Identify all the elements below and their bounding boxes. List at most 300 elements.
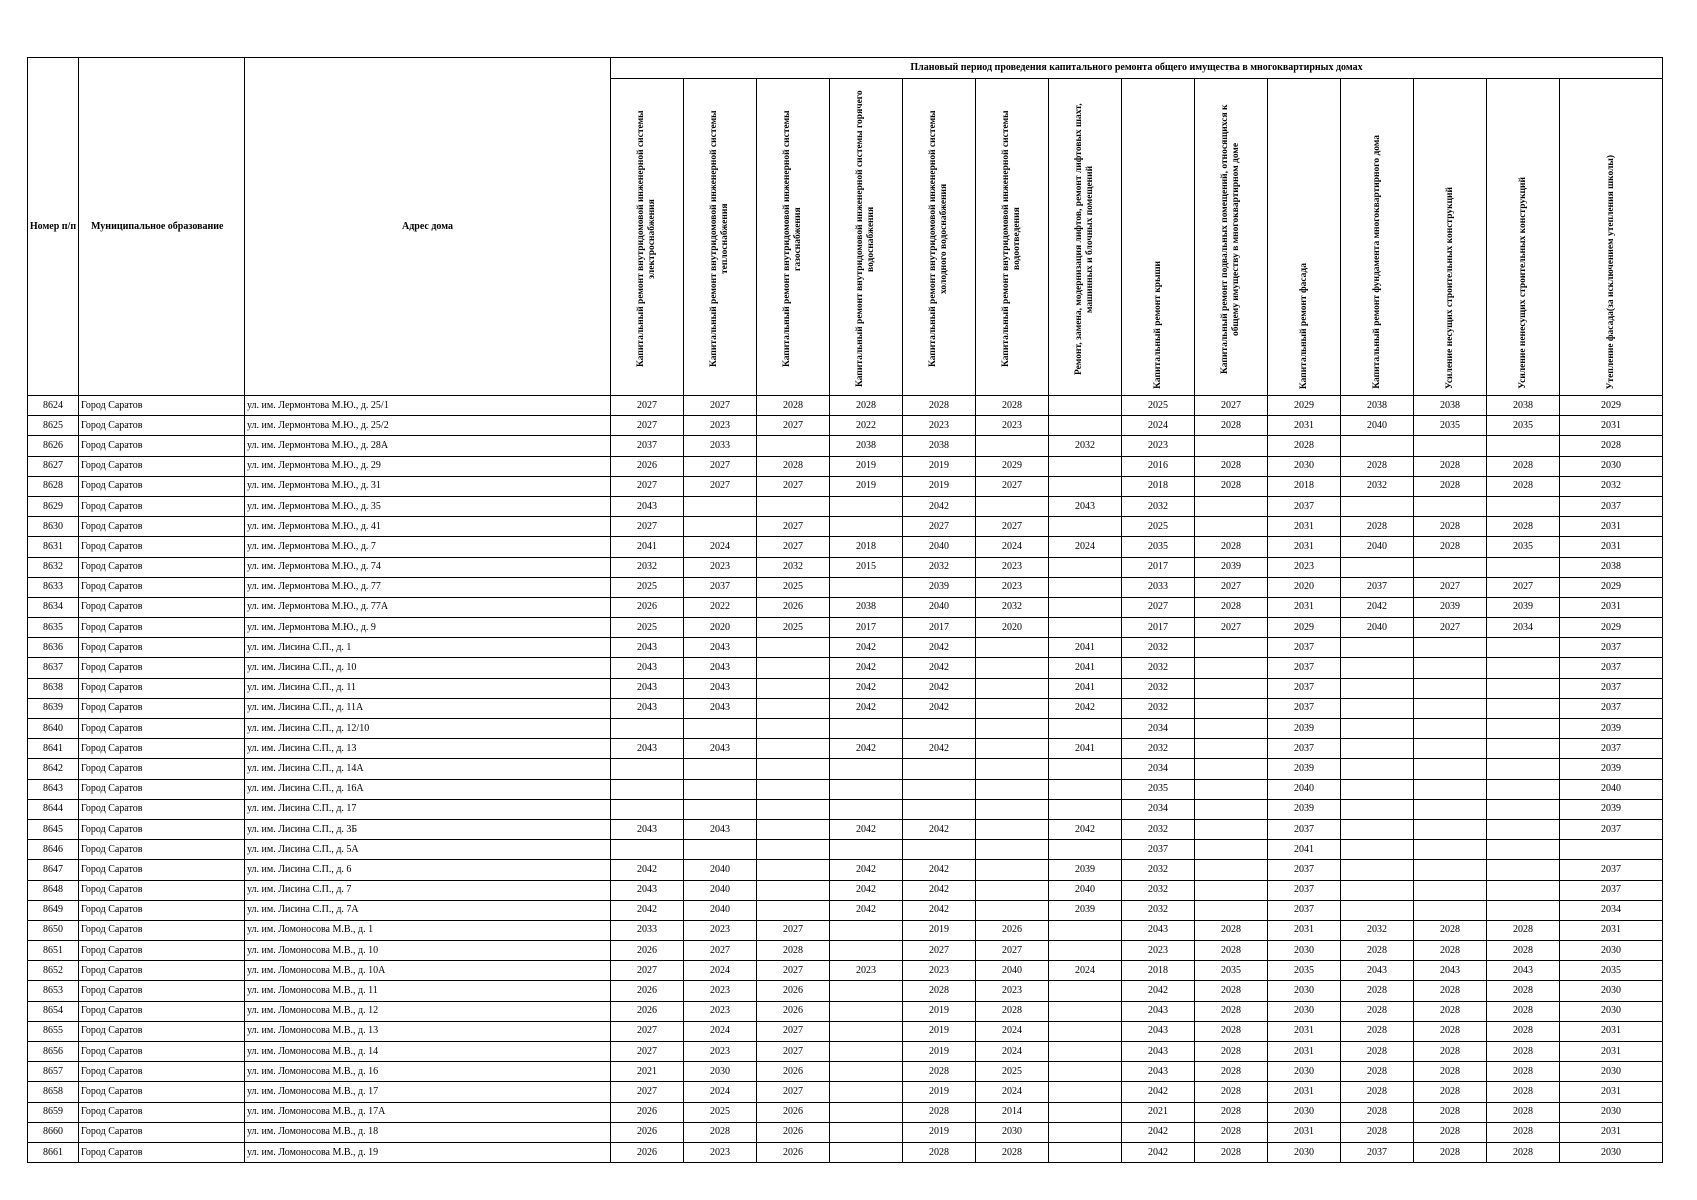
year-cell bbox=[1049, 759, 1122, 779]
year-cell bbox=[830, 840, 903, 860]
year-cell: 2014 bbox=[976, 1102, 1049, 1122]
table-row bbox=[28, 1122, 1663, 1142]
year-cell: 2028 bbox=[1487, 1062, 1560, 1082]
year-cell: 2027 bbox=[1414, 618, 1487, 638]
year-cell: 2042 bbox=[903, 900, 976, 920]
year-cell: 2035 bbox=[1195, 961, 1268, 981]
row-number: 8629 bbox=[28, 496, 79, 516]
year-cell: 2029 bbox=[1268, 618, 1341, 638]
year-cell bbox=[830, 1102, 903, 1122]
address-cell: ул. им. Ломоносова М.В., д. 13 bbox=[245, 1021, 611, 1041]
municipality-cell: Город Саратов bbox=[79, 416, 245, 436]
address-cell: ул. им. Ломоносова М.В., д. 12 bbox=[245, 1001, 611, 1021]
year-cell: 2023 bbox=[684, 557, 757, 577]
year-cell bbox=[1341, 678, 1414, 698]
year-cell bbox=[1049, 1142, 1122, 1162]
year-cell: 2042 bbox=[830, 860, 903, 880]
year-cell bbox=[976, 759, 1049, 779]
year-cell: 2041 bbox=[611, 537, 684, 557]
year-cell bbox=[684, 799, 757, 819]
year-cell bbox=[684, 719, 757, 739]
year-cell: 2030 bbox=[976, 1122, 1049, 1142]
table-row bbox=[28, 759, 1663, 779]
year-cell: 2032 bbox=[1341, 920, 1414, 940]
row-number: 8635 bbox=[28, 618, 79, 638]
year-cell: 2040 bbox=[1268, 779, 1341, 799]
year-cell: 2041 bbox=[1049, 638, 1122, 658]
year-cell bbox=[1195, 719, 1268, 739]
year-cell: 2042 bbox=[830, 658, 903, 678]
year-cell bbox=[1195, 759, 1268, 779]
year-cell bbox=[1049, 1042, 1122, 1062]
year-cell: 2022 bbox=[830, 416, 903, 436]
year-cell: 2037 bbox=[1560, 698, 1663, 718]
year-cell bbox=[1049, 396, 1122, 416]
year-cell: 2037 bbox=[1560, 819, 1663, 839]
year-cell: 2031 bbox=[1560, 416, 1663, 436]
year-cell: 2042 bbox=[1049, 819, 1122, 839]
row-number: 8631 bbox=[28, 537, 79, 557]
municipality-cell: Город Саратов bbox=[79, 678, 245, 698]
year-cell: 2028 bbox=[1414, 476, 1487, 496]
year-cell bbox=[830, 981, 903, 1001]
year-cell: 2024 bbox=[684, 1082, 757, 1102]
year-cell: 2042 bbox=[1122, 1082, 1195, 1102]
year-cell: 2037 bbox=[1560, 880, 1663, 900]
year-cell: 2026 bbox=[757, 1142, 830, 1162]
year-cell: 2041 bbox=[1049, 678, 1122, 698]
year-cell bbox=[1195, 860, 1268, 880]
year-cell: 2039 bbox=[903, 577, 976, 597]
municipality-cell: Город Саратов bbox=[79, 1021, 245, 1041]
address-cell: ул. им. Лермонтова М.Ю., д. 74 bbox=[245, 557, 611, 577]
year-cell: 2028 bbox=[1487, 981, 1560, 1001]
table-row bbox=[28, 476, 1663, 496]
year-cell: 2019 bbox=[903, 1001, 976, 1021]
year-cell: 2028 bbox=[1341, 1082, 1414, 1102]
year-cell bbox=[1487, 436, 1560, 456]
year-cell bbox=[611, 799, 684, 819]
year-cell: 2043 bbox=[1341, 961, 1414, 981]
year-cell bbox=[1049, 1062, 1122, 1082]
year-cell: 2037 bbox=[1268, 819, 1341, 839]
year-cell: 2042 bbox=[903, 698, 976, 718]
year-cell: 2031 bbox=[1560, 1122, 1663, 1142]
year-cell: 2026 bbox=[757, 597, 830, 617]
year-cell: 2028 bbox=[1341, 517, 1414, 537]
year-cell bbox=[1414, 739, 1487, 759]
table-row bbox=[28, 1001, 1663, 1021]
row-number: 8639 bbox=[28, 698, 79, 718]
year-cell bbox=[976, 880, 1049, 900]
year-cell: 2042 bbox=[903, 658, 976, 678]
header-work-11 bbox=[1341, 79, 1414, 396]
row-number: 8650 bbox=[28, 920, 79, 940]
year-cell: 2028 bbox=[1341, 1062, 1414, 1082]
year-cell bbox=[1341, 840, 1414, 860]
year-cell bbox=[903, 719, 976, 739]
row-number: 8628 bbox=[28, 476, 79, 496]
year-cell: 2032 bbox=[1122, 658, 1195, 678]
row-number: 8654 bbox=[28, 1001, 79, 1021]
year-cell: 2018 bbox=[1268, 476, 1341, 496]
year-cell: 2027 bbox=[684, 941, 757, 961]
row-number: 8637 bbox=[28, 658, 79, 678]
year-cell bbox=[1195, 678, 1268, 698]
address-cell: ул. им. Лисина С.П., д. 7 bbox=[245, 880, 611, 900]
year-cell: 2023 bbox=[830, 961, 903, 981]
year-cell: 2023 bbox=[976, 577, 1049, 597]
year-cell: 2042 bbox=[830, 638, 903, 658]
year-cell: 2031 bbox=[1268, 1082, 1341, 1102]
year-cell bbox=[611, 719, 684, 739]
year-cell: 2018 bbox=[1122, 961, 1195, 981]
year-cell: 2042 bbox=[1049, 698, 1122, 718]
year-cell: 2028 bbox=[903, 1142, 976, 1162]
year-cell: 2027 bbox=[611, 1021, 684, 1041]
year-cell bbox=[1487, 799, 1560, 819]
address-cell: ул. им. Лисина С.П., д. 12/10 bbox=[245, 719, 611, 739]
table-row bbox=[28, 577, 1663, 597]
municipality-cell: Город Саратов bbox=[79, 840, 245, 860]
year-cell bbox=[757, 819, 830, 839]
table-row bbox=[28, 436, 1663, 456]
year-cell bbox=[1341, 698, 1414, 718]
year-cell: 2027 bbox=[611, 416, 684, 436]
year-cell: 2039 bbox=[1414, 597, 1487, 617]
year-cell: 2024 bbox=[1122, 416, 1195, 436]
year-cell: 2039 bbox=[1268, 759, 1341, 779]
municipality-cell: Город Саратов bbox=[79, 739, 245, 759]
year-cell: 2037 bbox=[684, 577, 757, 597]
year-cell: 2037 bbox=[1268, 698, 1341, 718]
year-cell: 2024 bbox=[976, 1021, 1049, 1041]
year-cell bbox=[1487, 739, 1560, 759]
address-cell: ул. им. Лермонтова М.Ю., д. 41 bbox=[245, 517, 611, 537]
header-work-4 bbox=[830, 79, 903, 396]
year-cell: 2028 bbox=[976, 1001, 1049, 1021]
header-work-8 bbox=[1122, 79, 1195, 396]
year-cell: 2028 bbox=[1341, 1042, 1414, 1062]
year-cell bbox=[1049, 557, 1122, 577]
row-number: 8627 bbox=[28, 456, 79, 476]
year-cell bbox=[1195, 658, 1268, 678]
year-cell: 2043 bbox=[611, 819, 684, 839]
year-cell bbox=[1341, 658, 1414, 678]
year-cell: 2043 bbox=[684, 638, 757, 658]
year-cell: 2023 bbox=[684, 1142, 757, 1162]
year-cell bbox=[976, 678, 1049, 698]
year-cell: 2042 bbox=[830, 819, 903, 839]
year-cell: 2042 bbox=[611, 860, 684, 880]
year-cell: 2023 bbox=[684, 416, 757, 436]
year-cell: 2039 bbox=[1560, 799, 1663, 819]
municipality-cell: Город Саратов bbox=[79, 658, 245, 678]
year-cell bbox=[1414, 799, 1487, 819]
year-cell bbox=[757, 739, 830, 759]
year-cell: 2034 bbox=[1487, 618, 1560, 638]
table-row bbox=[28, 1142, 1663, 1162]
year-cell bbox=[1487, 638, 1560, 658]
year-cell bbox=[1049, 618, 1122, 638]
year-cell: 2031 bbox=[1268, 1021, 1341, 1041]
table-row bbox=[28, 537, 1663, 557]
year-cell: 2032 bbox=[1560, 476, 1663, 496]
year-cell bbox=[976, 840, 1049, 860]
year-cell: 2038 bbox=[903, 436, 976, 456]
year-cell bbox=[976, 658, 1049, 678]
year-cell: 2019 bbox=[903, 920, 976, 940]
year-cell: 2028 bbox=[1195, 981, 1268, 1001]
year-cell: 2042 bbox=[903, 638, 976, 658]
municipality-cell: Город Саратов bbox=[79, 1042, 245, 1062]
year-cell bbox=[976, 779, 1049, 799]
year-cell bbox=[1049, 1102, 1122, 1122]
year-cell bbox=[1487, 880, 1560, 900]
year-cell bbox=[830, 799, 903, 819]
municipality-cell: Город Саратов bbox=[79, 779, 245, 799]
year-cell: 2026 bbox=[976, 920, 1049, 940]
header-work-label: Капитальный ремонт внутридомовой инженерной системы водоотведения bbox=[1001, 110, 1022, 368]
year-cell bbox=[1341, 436, 1414, 456]
year-cell: 2027 bbox=[684, 476, 757, 496]
year-cell: 2039 bbox=[1268, 719, 1341, 739]
year-cell: 2030 bbox=[1268, 941, 1341, 961]
year-cell: 2028 bbox=[1487, 1142, 1560, 1162]
year-cell: 2041 bbox=[1049, 658, 1122, 678]
year-cell: 2040 bbox=[903, 537, 976, 557]
row-number: 8626 bbox=[28, 436, 79, 456]
year-cell: 2037 bbox=[1341, 577, 1414, 597]
year-cell bbox=[1195, 517, 1268, 537]
year-cell: 2027 bbox=[976, 941, 1049, 961]
year-cell: 2023 bbox=[684, 981, 757, 1001]
year-cell: 2028 bbox=[1341, 941, 1414, 961]
year-cell: 2023 bbox=[976, 416, 1049, 436]
year-cell: 2033 bbox=[684, 436, 757, 456]
year-cell bbox=[903, 840, 976, 860]
year-cell: 2032 bbox=[1122, 638, 1195, 658]
year-cell: 2026 bbox=[611, 1122, 684, 1142]
year-cell: 2030 bbox=[1560, 941, 1663, 961]
address-cell: ул. им. Лисина С.П., д. 14А bbox=[245, 759, 611, 779]
address-cell: ул. им. Ломоносова М.В., д. 1 bbox=[245, 920, 611, 940]
year-cell: 2032 bbox=[1122, 739, 1195, 759]
year-cell: 2028 bbox=[1195, 1102, 1268, 1122]
year-cell: 2028 bbox=[1487, 517, 1560, 537]
table-row bbox=[28, 819, 1663, 839]
year-cell: 2030 bbox=[684, 1062, 757, 1082]
year-cell: 2043 bbox=[611, 678, 684, 698]
year-cell: 2043 bbox=[1122, 1001, 1195, 1021]
row-number: 8630 bbox=[28, 517, 79, 537]
address-cell: ул. им. Лисина С.П., д. 11А bbox=[245, 698, 611, 718]
year-cell bbox=[1487, 860, 1560, 880]
year-cell: 2040 bbox=[1049, 880, 1122, 900]
year-cell bbox=[1487, 678, 1560, 698]
year-cell: 2019 bbox=[903, 1042, 976, 1062]
year-cell bbox=[1195, 799, 1268, 819]
year-cell: 2037 bbox=[1560, 860, 1663, 880]
year-cell: 2028 bbox=[1195, 1122, 1268, 1142]
year-cell bbox=[1414, 819, 1487, 839]
year-cell: 2043 bbox=[611, 638, 684, 658]
year-cell bbox=[1049, 719, 1122, 739]
table-row bbox=[28, 719, 1663, 739]
year-cell: 2031 bbox=[1268, 416, 1341, 436]
year-cell: 2032 bbox=[1122, 496, 1195, 516]
year-cell: 2017 bbox=[903, 618, 976, 638]
year-cell: 2043 bbox=[684, 658, 757, 678]
year-cell bbox=[1049, 1001, 1122, 1021]
year-cell: 2028 bbox=[1487, 1082, 1560, 1102]
header-work-label: Капитальный ремонт подвальных помещений, относящихся к общему имуществу в многоквартирном доме bbox=[1220, 104, 1241, 374]
year-cell bbox=[1341, 860, 1414, 880]
year-cell: 2027 bbox=[976, 517, 1049, 537]
year-cell: 2043 bbox=[1122, 1062, 1195, 1082]
year-cell bbox=[1487, 658, 1560, 678]
year-cell: 2023 bbox=[684, 1001, 757, 1021]
year-cell bbox=[1341, 496, 1414, 516]
year-cell: 2026 bbox=[611, 1102, 684, 1122]
address-cell: ул. им. Ломоносова М.В., д. 17 bbox=[245, 1082, 611, 1102]
year-cell: 2037 bbox=[1268, 658, 1341, 678]
municipality-cell: Город Саратов bbox=[79, 496, 245, 516]
year-cell: 2040 bbox=[976, 961, 1049, 981]
year-cell: 2042 bbox=[903, 819, 976, 839]
year-cell bbox=[1195, 779, 1268, 799]
year-cell: 2031 bbox=[1268, 517, 1341, 537]
year-cell: 2040 bbox=[1560, 779, 1663, 799]
year-cell: 2032 bbox=[1122, 860, 1195, 880]
row-number: 8648 bbox=[28, 880, 79, 900]
year-cell: 2027 bbox=[757, 1021, 830, 1041]
year-cell: 2043 bbox=[611, 880, 684, 900]
year-cell: 2028 bbox=[1414, 941, 1487, 961]
table-body bbox=[28, 396, 1663, 1163]
year-cell bbox=[1414, 840, 1487, 860]
year-cell: 2043 bbox=[611, 496, 684, 516]
year-cell: 2043 bbox=[1049, 496, 1122, 516]
header-work-label: Капитальный ремонт внутридомовой инженерной системы горячего водоснабжения bbox=[855, 90, 876, 388]
year-cell bbox=[976, 638, 1049, 658]
header-work-7 bbox=[1049, 79, 1122, 396]
year-cell: 2037 bbox=[1560, 739, 1663, 759]
address-cell: ул. им. Лермонтова М.Ю., д. 31 bbox=[245, 476, 611, 496]
header-work-label: Усиление несущих строительных конструкций bbox=[1444, 186, 1455, 389]
header-work-label: Капитальный ремонт фасада bbox=[1298, 262, 1309, 389]
header-work-12 bbox=[1414, 79, 1487, 396]
year-cell: 2030 bbox=[1268, 1142, 1341, 1162]
year-cell bbox=[1487, 759, 1560, 779]
year-cell bbox=[1341, 557, 1414, 577]
table-row bbox=[28, 1042, 1663, 1062]
year-cell bbox=[1049, 597, 1122, 617]
year-cell: 2019 bbox=[903, 456, 976, 476]
year-cell bbox=[976, 436, 1049, 456]
year-cell: 2024 bbox=[684, 1021, 757, 1041]
year-cell: 2019 bbox=[903, 476, 976, 496]
year-cell: 2017 bbox=[1122, 557, 1195, 577]
year-cell bbox=[757, 719, 830, 739]
year-cell: 2027 bbox=[611, 476, 684, 496]
year-cell: 2016 bbox=[1122, 456, 1195, 476]
municipality-cell: Город Саратов bbox=[79, 396, 245, 416]
year-cell: 2037 bbox=[1268, 739, 1341, 759]
municipality-cell: Город Саратов bbox=[79, 920, 245, 940]
year-cell bbox=[757, 698, 830, 718]
year-cell: 2028 bbox=[684, 1122, 757, 1142]
municipality-cell: Город Саратов bbox=[79, 1001, 245, 1021]
year-cell: 2043 bbox=[1414, 961, 1487, 981]
year-cell: 2028 bbox=[1195, 1042, 1268, 1062]
year-cell: 2022 bbox=[684, 597, 757, 617]
municipality-cell: Город Саратов bbox=[79, 1082, 245, 1102]
year-cell bbox=[1049, 1021, 1122, 1041]
row-number: 8644 bbox=[28, 799, 79, 819]
row-number: 8632 bbox=[28, 557, 79, 577]
year-cell: 2025 bbox=[611, 618, 684, 638]
year-cell bbox=[1195, 739, 1268, 759]
header-work-label: Капитальный ремонт внутридомовой инженерной системы теплоснабжения bbox=[709, 110, 730, 368]
year-cell: 2043 bbox=[684, 678, 757, 698]
year-cell bbox=[757, 900, 830, 920]
year-cell: 2028 bbox=[1487, 476, 1560, 496]
address-cell: ул. им. Лисина С.П., д. 7А bbox=[245, 900, 611, 920]
year-cell: 2029 bbox=[1560, 577, 1663, 597]
year-cell: 2032 bbox=[1122, 819, 1195, 839]
year-cell bbox=[830, 496, 903, 516]
municipality-cell: Город Саратов bbox=[79, 1122, 245, 1142]
header-address: Адрес дома bbox=[245, 58, 611, 396]
year-cell: 2037 bbox=[611, 436, 684, 456]
year-cell: 2028 bbox=[1487, 1042, 1560, 1062]
year-cell: 2031 bbox=[1268, 597, 1341, 617]
year-cell: 2042 bbox=[830, 880, 903, 900]
year-cell bbox=[1195, 840, 1268, 860]
year-cell: 2034 bbox=[1122, 799, 1195, 819]
year-cell: 2033 bbox=[611, 920, 684, 940]
table-row bbox=[28, 618, 1663, 638]
year-cell: 2015 bbox=[830, 557, 903, 577]
row-number: 8659 bbox=[28, 1102, 79, 1122]
row-number: 8643 bbox=[28, 779, 79, 799]
address-cell: ул. им. Лисина С.П., д. 5А bbox=[245, 840, 611, 860]
year-cell bbox=[757, 658, 830, 678]
year-cell: 2042 bbox=[903, 496, 976, 516]
year-cell: 2027 bbox=[1487, 577, 1560, 597]
year-cell: 2028 bbox=[1341, 1021, 1414, 1041]
year-cell bbox=[684, 517, 757, 537]
header-work-label: Капитальный ремонт внутридомовой инженерной системы холодного водоснабжения bbox=[928, 110, 949, 368]
year-cell bbox=[830, 1021, 903, 1041]
table-row bbox=[28, 739, 1663, 759]
year-cell: 2019 bbox=[830, 476, 903, 496]
year-cell bbox=[1487, 496, 1560, 516]
header-work-label: Капитальный ремонт крыши bbox=[1152, 261, 1163, 389]
year-cell: 2039 bbox=[1560, 719, 1663, 739]
table-row bbox=[28, 496, 1663, 516]
year-cell bbox=[1414, 698, 1487, 718]
year-cell: 2030 bbox=[1560, 1102, 1663, 1122]
year-cell: 2042 bbox=[1122, 981, 1195, 1001]
year-cell: 2043 bbox=[1122, 1021, 1195, 1041]
table-row bbox=[28, 517, 1663, 537]
year-cell: 2027 bbox=[611, 1082, 684, 1102]
year-cell: 2027 bbox=[757, 476, 830, 496]
address-cell: ул. им. Лермонтова М.Ю., д. 9 bbox=[245, 618, 611, 638]
year-cell: 2030 bbox=[1268, 981, 1341, 1001]
